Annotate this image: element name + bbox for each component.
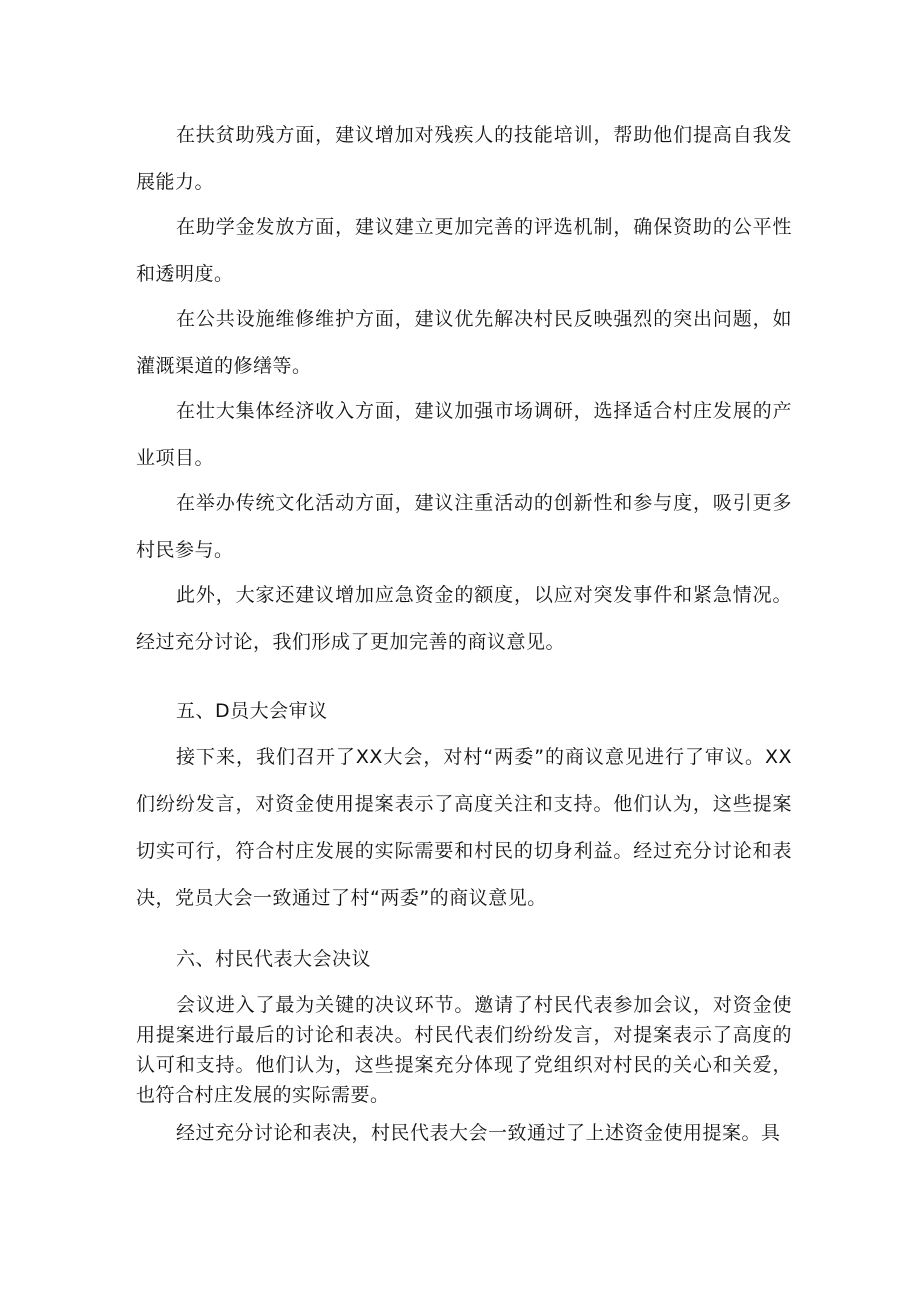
paragraph-scholarship: 在助学金发放方面，建议建立更加完善的评选机制，确保资助的公平性和透明度。 <box>136 216 792 285</box>
paragraph-cultural-activities: 在举办传统文化活动方面，建议注重活动的创新性和参与度，吸引更多村民参与。 <box>136 492 792 561</box>
paragraph-poverty-disability: 在扶贫助残方面，建议增加对残疾人的技能培训，帮助他们提高自我发展能力。 <box>136 124 792 193</box>
paragraph-member-review: 接下来，我们召开了XX大会，对村“两委”的商议意见进行了审议。XX们纷纷发言，对资金使用提案表示了高度关注和支持。他们认为，这些提案切实可行，符合村庄发展的实际需要和村民的切身利益。经过充分讨论和表决，党员大会一致通过了村“两委”的商议意见。 <box>136 746 792 909</box>
paragraph-public-facilities: 在公共设施维修维护方面，建议优先解决村民反映强烈的突出问题，如灌溉渠道的修缮等。 <box>136 308 792 377</box>
paragraph-collective-economy: 在壮大集体经济收入方面，建议加强市场调研，选择适合村庄发展的产业项目。 <box>136 400 792 469</box>
section-heading-six: 六、村民代表大会决议 <box>176 948 372 970</box>
paragraph-villager-resolution: 会议进入了最为关键的决议环节。邀请了村民代表参加会议，对资金使用提案进行最后的讨论和表决。村民代表们纷纷发言，对提案表示了高度的认可和支持。他们认为，这些提案充分体现了党组织对村民的关心和关爱，也符合村庄发展的实际需要。 <box>136 994 792 1106</box>
paragraph-emergency-fund: 此外，大家还建议增加应急资金的额度，以应对突发事件和紧急情况。经过充分讨论，我们形成了更加完善的商议意见。 <box>136 584 792 653</box>
paragraph-final-approval: 经过充分讨论和表决，村民代表大会一致通过了上述资金使用提案。具 <box>176 1122 781 1144</box>
section-heading-five: 五、D员大会审议 <box>176 700 328 722</box>
